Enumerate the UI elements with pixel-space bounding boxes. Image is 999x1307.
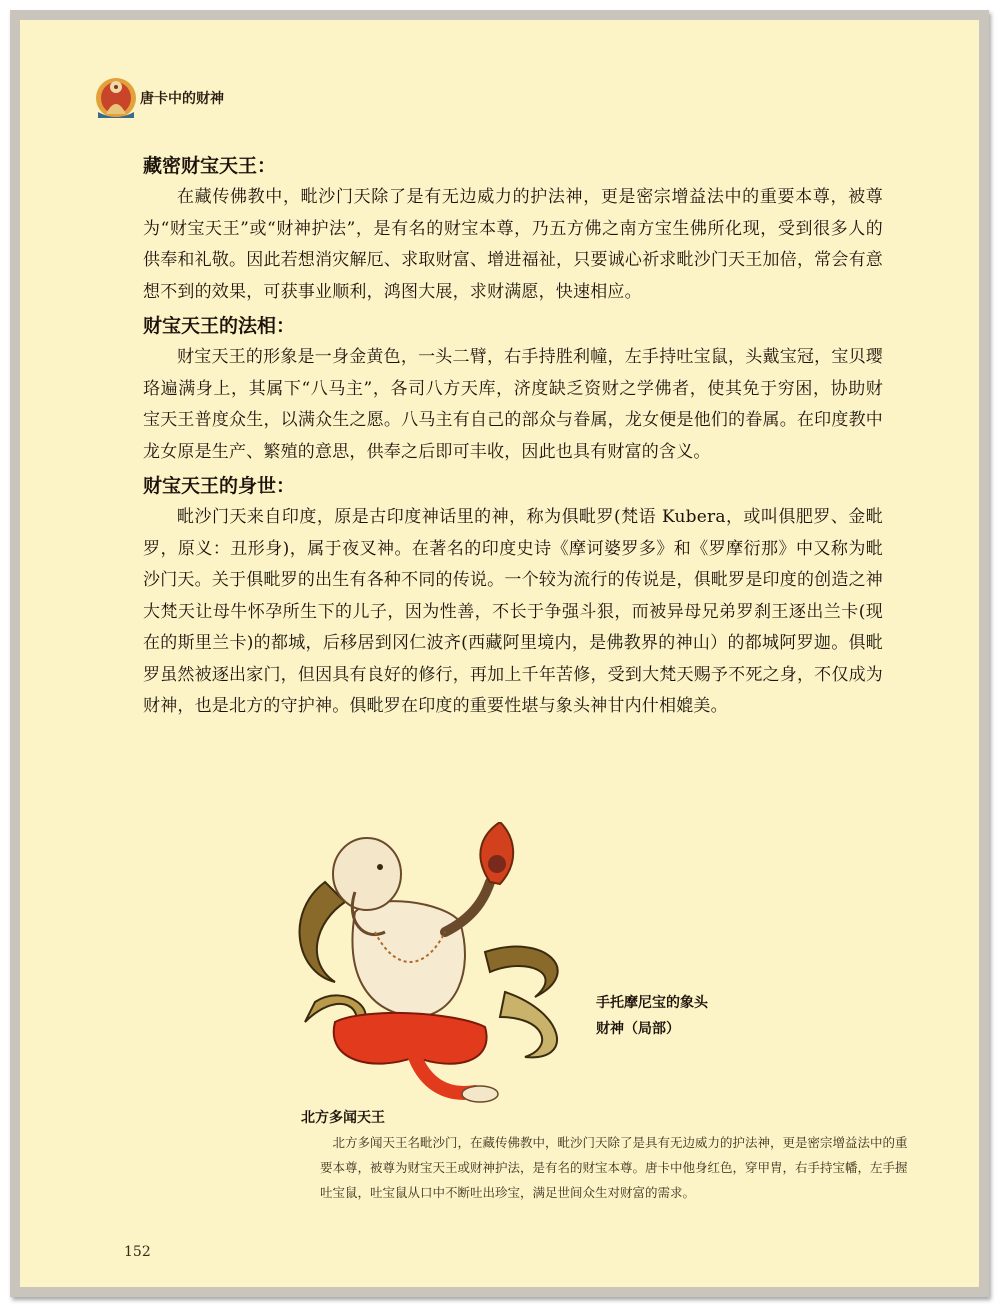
section-heading: 藏密财宝天王： — [143, 155, 277, 177]
thangka-logo-icon — [94, 74, 138, 120]
side-caption-line: 财神（局部） — [596, 1021, 680, 1037]
figure-side-caption — [596, 990, 766, 1042]
section-paragraph: 财宝天王的形象是一身金黄色，一头二臂，右手持胜利幢，左手持吐宝鼠，头戴宝冠，宝贝璎珞遍满身上，其属下“八马主”，各司八方天库，济度缺乏资财之学佛者，使其免于穷困，协助财宝天王普度众生，以满众生之愿。八马主有自己的部众与眷属，龙女便是他们的眷属。在印度教中龙女原是生产、繁殖的意思，供奉之后即可丰收，因此也具有财富的含义。 — [143, 347, 883, 462]
side-caption-line: 手托摩尼宝的象头 — [596, 995, 708, 1011]
section-paragraph: 在藏传佛教中，毗沙门天除了是有无边威力的护法神，更是密宗增益法中的重要本尊，被尊为“财宝天王”或“财神护法”，是有名的财宝本尊，乃五方佛之南方宝生佛所化现，受到很多人的供奉和礼敬。因此若想消灾解厄、求取财富、增进福祉，只要诚心祈求毗沙门天王加倍，常会有意想不到的效果，可获事业顺利，鸿图大展，求财满愿，快速相应。 — [143, 187, 883, 302]
section-heading: 财宝天王的法相： — [143, 315, 296, 337]
figure-caption-title: 北方多闻天王 — [301, 1110, 385, 1126]
elephant-headed-wealth-deity-illustration — [285, 822, 595, 1110]
section-heading: 财宝天王的身世： — [143, 475, 296, 497]
figure-caption-text: 北方多闻天王名毗沙门，在藏传佛教中，毗沙门天除了是具有无边威力的护法神，更是密宗增益法中的重要本尊，被尊为财宝天王或财神护法，是有名的财宝本尊。唐卡中他身红色，穿甲胄，右手持宝幡，左手握吐宝鼠，吐宝鼠从口中不断吐出珍宝，满足世间众生对财富的需求。 — [320, 1135, 908, 1200]
running-header-title: 唐卡中的财神 — [140, 91, 224, 107]
section-paragraph: 毗沙门天来自印度，原是古印度神话里的神，称为俱毗罗(梵语 Kubera，或叫俱肥罗、金毗罗，原义：丑形身)，属于夜叉神。在著名的印度史诗《摩诃婆罗多》和《罗摩衍那》中又称为毗沙门天。关于俱毗罗的出生有各种不同的传说。一个较为流行的传说是，俱毗罗是印度的创造之神大梵天让母牛怀孕所生下的儿子，因为性善，不长于争强斗狠，而被异母兄弟罗刹王逐出兰卡(现在的斯里兰卡)的都城，后移居到冈仁波齐(西藏阿里境内，是佛教界的神山）的都城阿罗迦。俱毗罗虽然被逐出家门，但因具有良好的修行，再加上千年苦修，受到大梵天赐予不死之身，不仅成为财神，也是北方的守护神。俱毗罗在印度的重要性堪与象头神甘内什相媲美。 — [143, 507, 883, 716]
main-text — [143, 148, 883, 725]
page-number: 152 — [124, 1244, 151, 1260]
